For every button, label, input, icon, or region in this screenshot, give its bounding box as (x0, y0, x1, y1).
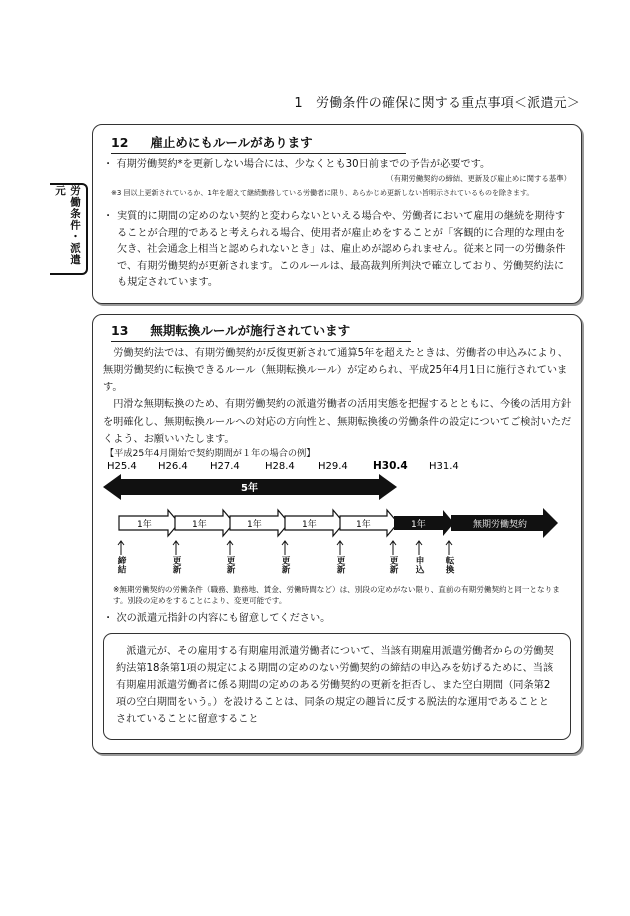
year-label: H27.4 (210, 461, 240, 472)
event-label: 更新 (388, 556, 398, 575)
muki-label: 無期労働契約 (473, 520, 528, 530)
year-label: H26.4 (158, 461, 188, 472)
bullet-dot: ・ (103, 211, 114, 222)
section-12-footnote: ※3 回以上更新されているか、1年を超えて継続勤務している労働者に限り、あらかじめ更新しない旨明示されているものを除きます。 (111, 189, 534, 197)
year-label-h30: H30.4 (373, 460, 408, 472)
bullet-1-reference: （有期労働契約の締結、更新及び雇止めに関する基準） (386, 174, 571, 183)
contract-label: 1年 (356, 520, 371, 530)
bullet-3-text: 次の派遣元指針の内容にも留意してください。 (116, 613, 331, 624)
section-12-bullet-1 (103, 157, 573, 174)
section-12-heading: 雇止めにもルールがあります (150, 135, 313, 150)
diagram-caption: 【平成25年4月開始で契約期間が１年の場合の例】 (105, 448, 316, 459)
contract-label: 1年 (247, 520, 262, 530)
event-label: 更新 (171, 556, 181, 575)
contract-label: 1年 (137, 520, 152, 530)
contract-label: 1年 (302, 520, 317, 530)
year-label: H25.4 (107, 461, 137, 472)
diagram-note: ※無期労働契約の労働条件（職務、勤務地、賃金、労働時間など）は、別段の定めがない限り、直前の有期労働契約と同一となります。別段の定めをすることにより、変更可能です。 (113, 585, 560, 605)
section-12-panel (92, 124, 582, 304)
section-13-paragraph-2: 円滑な無期転換のため、有期労働契約の派遣労働者の活用実態を把握するとともに、今後の活用方針を明確化し、無期転換ルールへの対応の方向性と、無期転換後の労働条件の設定についてご検討いただくよう、お願いいたします。 (103, 399, 572, 445)
five-year-left-head (103, 474, 121, 500)
section-13-paragraph-1: 労働契約法では、有期労働契約が反復更新されて通算5年を超えたときは、労働者の申込みにより、無期労働契約に転換できるルール（無期転換ルール）が定められ、平成25年4月1日に施行されています。 (103, 348, 568, 394)
event-label: 更新 (280, 556, 290, 575)
section-12-title (111, 133, 406, 154)
contract-label: 1年 (192, 520, 207, 530)
section-13-panel (92, 314, 582, 754)
bullet-1-text: 有期労働契約*を更新しない場合には、少なくとも30日前までの予告が必要です。 (116, 159, 491, 170)
event-label: 締結 (116, 556, 126, 575)
year-label: H28.4 (265, 461, 295, 472)
side-tab-label: 労働条件・派遣元 (54, 185, 81, 266)
event-label: 申込 (414, 556, 424, 575)
section-13-heading: 無期転換ルールが施行されています (150, 323, 351, 338)
event-label: 更新 (225, 556, 235, 575)
section-13-title (111, 321, 411, 342)
conversion-timeline (93, 457, 581, 571)
year-label: H31.4 (429, 461, 459, 472)
section-13-number: 13 (111, 323, 129, 338)
bullet-dot: ・ (103, 613, 114, 624)
page-header: 1 労働条件の確保に関する重点事項＜派遣元＞ (294, 96, 580, 111)
event-label: 転換 (444, 556, 454, 575)
event-ticks (118, 541, 452, 555)
contract-label: 1年 (411, 520, 426, 530)
bullet-dot: ・ (103, 159, 114, 170)
section-13-bullet (103, 611, 573, 628)
five-year-label: 5年 (241, 483, 258, 494)
side-tab (50, 183, 88, 275)
five-year-right-head (379, 474, 397, 500)
event-label: 更新 (335, 556, 345, 575)
section-12-number: 12 (111, 135, 129, 150)
section-13-body (103, 345, 573, 448)
section-12-bullet-2 (103, 209, 573, 292)
year-label: H29.4 (318, 461, 348, 472)
guideline-quote-box: 派遣元が、その雇用する有期雇用派遣労働者について、当該有期雇用派遣労働者からの労働契約法第18条第1項の規定による期間の定めのない労働契約の締結の申込みを妨げるために、当該有期雇用派遣労働者に係る期間の定めのある労働契約の更新を拒否し、また空白期間（同条第2項の空白期間をいう。）を設けることは、同条の規定の趣旨に反する脱法的な運用であることとされていることに留意すること (103, 633, 571, 740)
bullet-2-text: 実質的に期間の定めのない契約と変わらないといえる場合や、労働者において雇用の継続を期待することが合理的であると考えられる場合、使用者が雇止めをすることが「客観的に合理的な理由を欠き、社会通念上相当と認められないとき」は、雇止めが認められません。従来と同一の労働条件で、有期労働契約が更新されます。このルールは、最高裁判所判決で確立しており、労働契約法にも規定されています。 (117, 211, 566, 289)
